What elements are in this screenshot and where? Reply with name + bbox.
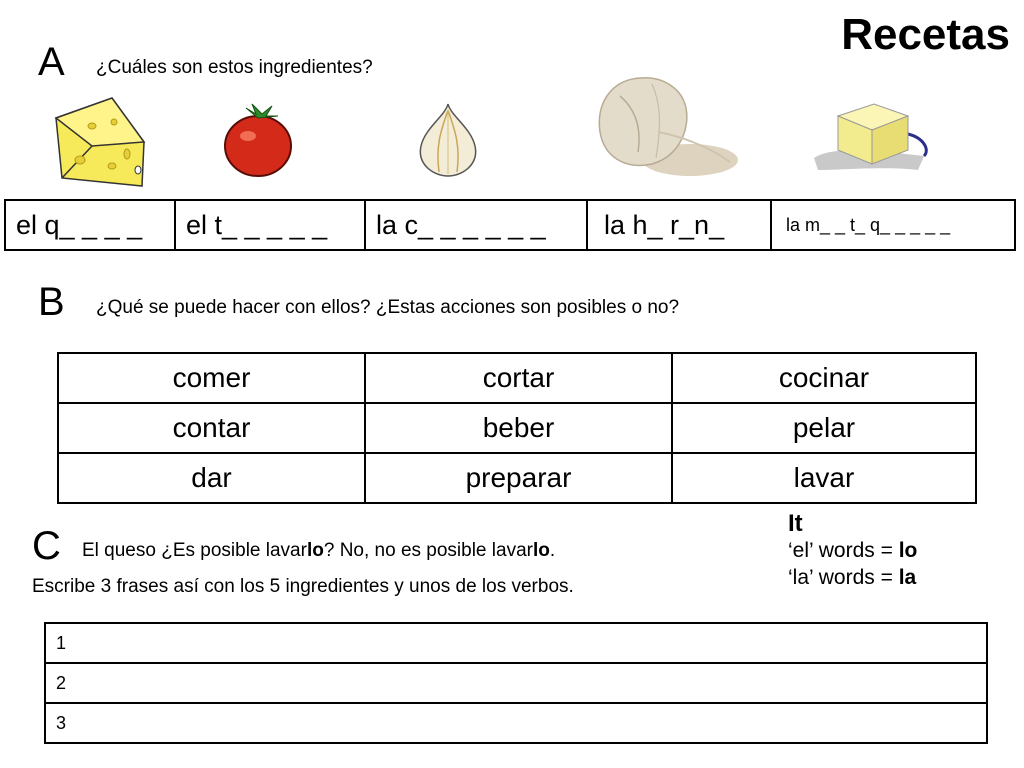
section-a-letter: A	[38, 40, 65, 84]
note-line-la: ‘la’ words = la	[788, 566, 917, 589]
table-row	[58, 453, 976, 503]
verb-cell: pelar	[672, 403, 976, 453]
pronoun-note	[788, 510, 917, 591]
answers-table	[44, 622, 988, 744]
verb-cell: dar	[58, 453, 365, 503]
page-title: Recetas	[841, 10, 1010, 59]
section-a-prompt: ¿Cuáles son estos ingredientes?	[96, 57, 373, 78]
table-row	[45, 623, 987, 663]
table-row	[58, 353, 976, 403]
table-row	[45, 703, 987, 743]
section-c-example: El queso ¿Es posible lavarlo? No, no es posible lavarlo.	[82, 540, 556, 561]
verb-cell: cortar	[365, 353, 672, 403]
onion-image	[415, 102, 481, 178]
ingredient-cell[interactable]: el t_ _ _ _ _	[175, 200, 365, 250]
verb-cell: lavar	[672, 453, 976, 503]
note-heading: It	[788, 510, 803, 537]
answer-row-1[interactable]: 1	[45, 623, 987, 663]
butter-image	[812, 100, 930, 176]
verb-cell: cocinar	[672, 353, 976, 403]
ingredient-cell[interactable]: la h_ r_n_	[587, 200, 771, 250]
answer-row-2[interactable]: 2	[45, 663, 987, 703]
tomato-image	[222, 102, 294, 178]
ingredient-cell[interactable]: la m_ _ t_ q_ _ _ _ _	[771, 200, 1015, 250]
table-row	[45, 663, 987, 703]
ingredient-cell[interactable]: la c_ _ _ _ _ _	[365, 200, 587, 250]
verb-cell: contar	[58, 403, 365, 453]
section-c-letter: C	[32, 524, 61, 568]
verb-cell: preparar	[365, 453, 672, 503]
table-row	[58, 403, 976, 453]
verbs-table	[57, 352, 977, 504]
verb-cell: beber	[365, 403, 672, 453]
section-c-instruction: Escribe 3 frases así con los 5 ingredientes y unos de los verbos.	[32, 576, 574, 597]
verb-cell: comer	[58, 353, 365, 403]
section-b-prompt: ¿Qué se puede hacer con ellos? ¿Estas acciones son posibles o no?	[96, 297, 680, 318]
flour-image	[590, 72, 740, 182]
ingredient-cell[interactable]: el q_ _ _ _	[5, 200, 175, 250]
ingredients-table	[4, 199, 1016, 251]
note-line-el: ‘el’ words = lo	[788, 539, 918, 562]
section-b-letter: B	[38, 280, 65, 324]
cheese-image	[52, 96, 148, 188]
answer-row-3[interactable]: 3	[45, 703, 987, 743]
